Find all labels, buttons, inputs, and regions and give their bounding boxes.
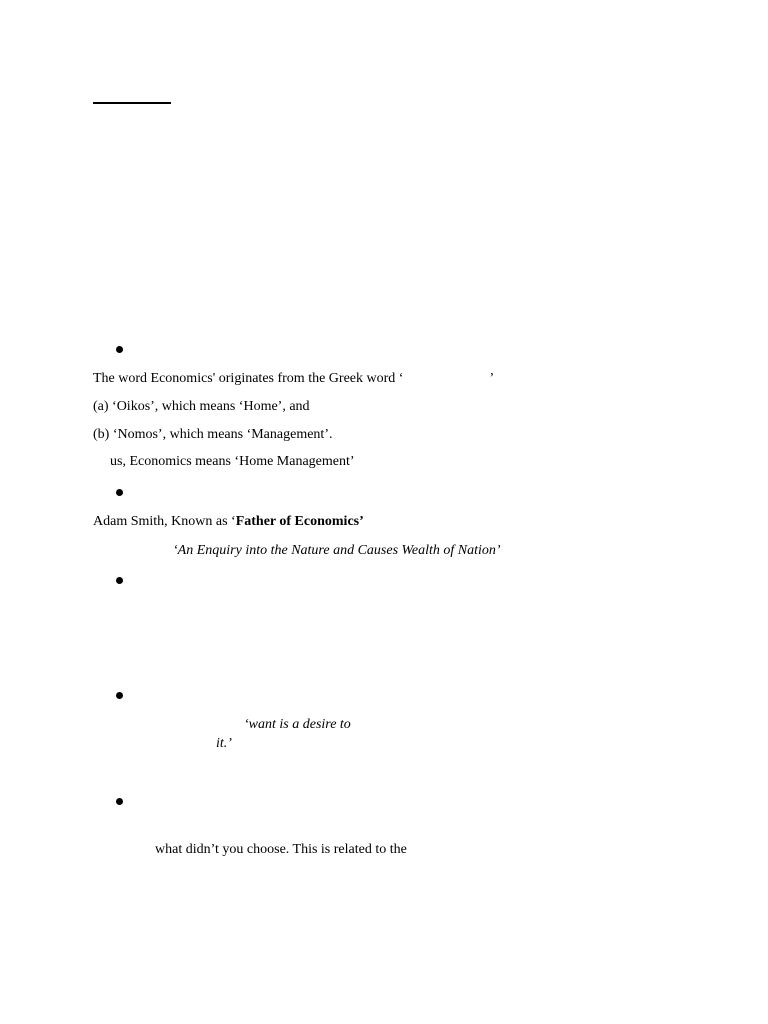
bullet-icon (116, 577, 123, 584)
origin-text: The word Economics' originates from the Greek word ‘ (93, 371, 404, 386)
origin-line (93, 372, 494, 386)
bullet-icon (116, 489, 123, 496)
list-item-b: (b) ‘Nomos’, which means ‘Management’. (93, 427, 333, 442)
book-title: ‘An Enquiry into the Nature and Causes Wealth of Nation’ (173, 543, 501, 558)
conclusion-text: us, Economics means ‘Home Management’ (110, 454, 355, 469)
list-item-a: (a) ‘Oikos’, which means ‘Home’, and (93, 399, 310, 414)
header-underline (93, 102, 171, 104)
want-quote-line-2: it.’ (216, 736, 232, 751)
bullet-icon (116, 346, 123, 353)
adam-smith-prefix: Adam Smith, Known as ‘ (93, 514, 236, 529)
father-of-economics: Father of Economics’ (235, 514, 364, 529)
origin-close-quote: ’ (489, 371, 495, 386)
bullet-icon (116, 692, 123, 699)
choice-line: what didn’t you choose. This is related to the (155, 842, 407, 857)
adam-smith-line (93, 515, 364, 529)
bullet-icon (116, 798, 123, 805)
want-quote-line-1: ‘want is a desire to (244, 717, 351, 732)
